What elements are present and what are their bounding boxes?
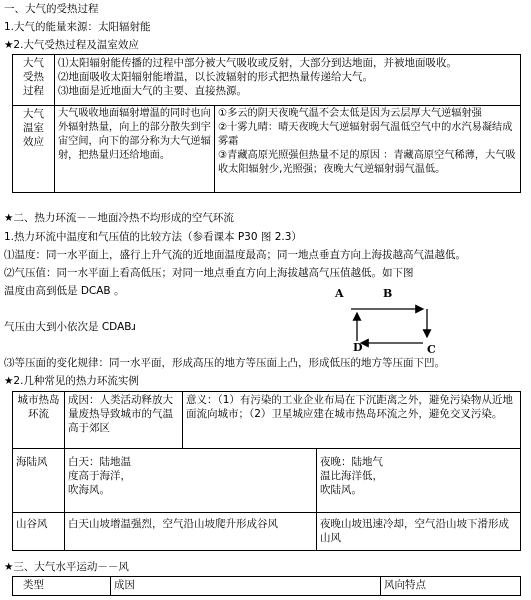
list-item: ①多云的阴天夜晚气温不会太低是因为云层厚大气逆辐射强	[218, 108, 482, 119]
section1-title: 一、大气的受热过程	[4, 3, 99, 15]
table-row	[13, 513, 521, 551]
isobar-rule: ⑶等压面的变化规律：同一水平面，形成高压的地方等压面上凸，形成低压的地方等压面下凹。	[4, 357, 445, 369]
sea-land-breeze-label: 海陆风	[13, 449, 65, 513]
mountain-breeze-night: 夜晚山坡迅速冷却，空气沿山坡下滑形成山风	[317, 513, 521, 551]
circulation-arrows	[335, 287, 445, 353]
land-breeze-night: 夜晚：陆地气 温比海洋低， 吹陆风。	[317, 449, 521, 513]
table-row	[13, 449, 521, 513]
greenhouse-examples	[215, 106, 521, 193]
list-item: ⑶地面是近地面大气的主要、直接热源。	[58, 85, 247, 97]
table-row	[13, 106, 521, 193]
table-row	[13, 392, 521, 449]
table-row	[13, 55, 521, 106]
city-cause: 成因：人类活动释放大量废热导致城市的气温高于郊区	[65, 392, 183, 449]
wind-table	[12, 576, 521, 596]
point-a-label: A	[335, 287, 344, 300]
sea-breeze-day: 白天：陆地温 度高于海洋， 吹海风。	[65, 449, 317, 513]
process-title: ★2.大气受热过程及温室效应	[4, 39, 139, 51]
section3-title: ★三、大气水平运动－－风	[4, 561, 129, 573]
wind-header-cause: 成因	[111, 577, 381, 596]
comparison-method: 1.热力环流中温度和气压值的比较方法（参看课本 P30 图 2.3）	[4, 231, 302, 243]
list-item: ⑵地面吸收太阳辐射能增温，以长波辐射的形式把热量传递给大气。	[58, 71, 373, 83]
row-label-heating: 大气 受热 过程	[13, 55, 55, 106]
wind-header-direction: 风向特点	[381, 577, 521, 596]
temperature-rule: ⑴温度：同一水平面上，盛行上升气流的近地面温度最高；同一地点垂直方向上海拔越高气温越低。	[4, 249, 466, 261]
city-meaning: 意义：（1）有污染的工业企业布局在下沉距离之外，避免污染物从近地面流向城市；（2）卫星城应建在城市热岛环流之外，避免交叉污染。	[183, 392, 521, 449]
section2-title: ★二、热力环流－－地面冷热不均形成的空气环流	[4, 212, 234, 224]
energy-source: 1.大气的能量来源：太阳辐射能	[4, 21, 151, 33]
mountain-valley-label: 山谷风	[13, 513, 65, 551]
greenhouse-desc: 大气吸收地面辐射增温的同时也向外辐射热量，向上的部分散失到宇宙空间，向下的部分称为大气逆辐射，把热量归还给地面。	[55, 106, 215, 193]
row-label-greenhouse: 大气 温室 效应	[13, 106, 55, 193]
city-heat-island-label: 城市热岛 环流	[13, 392, 65, 449]
point-c-label: C	[427, 343, 436, 356]
wind-header-type: 类型	[13, 577, 111, 596]
circulation-examples-table	[12, 391, 521, 551]
examples-title: ★2.几种常见的热力环流实例	[4, 375, 139, 387]
point-d-label: D	[353, 341, 363, 354]
list-item: ②十雾九晴：晴天夜晚大气逆辐射弱气温低空气中的水汽易凝结成雾霜	[218, 122, 513, 147]
list-item: ⑴太阳辐射能传播的过程中部分被大气吸收或反射，大部分到达地面，并被地面吸收。	[58, 57, 457, 69]
heating-table	[12, 54, 521, 193]
pressure-rule: ⑵气压值：同一水平面上看高低压；对同一地点垂直方向上海拔越高气压值越低。如下图	[4, 267, 414, 279]
point-b-label: B	[383, 287, 393, 300]
list-item: ③青藏高原光照强但热量不足的原因 ：青藏高原空气稀薄，大气吸收太阳辐射少,光照强；夜晚大气逆辐射弱气温低。	[218, 150, 516, 175]
pressure-order: 气压由大到小依次是 CDABɹ	[4, 321, 136, 333]
table-row	[13, 577, 521, 596]
heating-process-cell	[55, 55, 521, 106]
circulation-diagram	[335, 287, 445, 356]
valley-breeze-day: 白天山坡增温强烈，空气沿山坡爬升形成谷风	[65, 513, 317, 551]
temperature-order: 温度由高到低是 DCAB 。	[4, 285, 125, 297]
